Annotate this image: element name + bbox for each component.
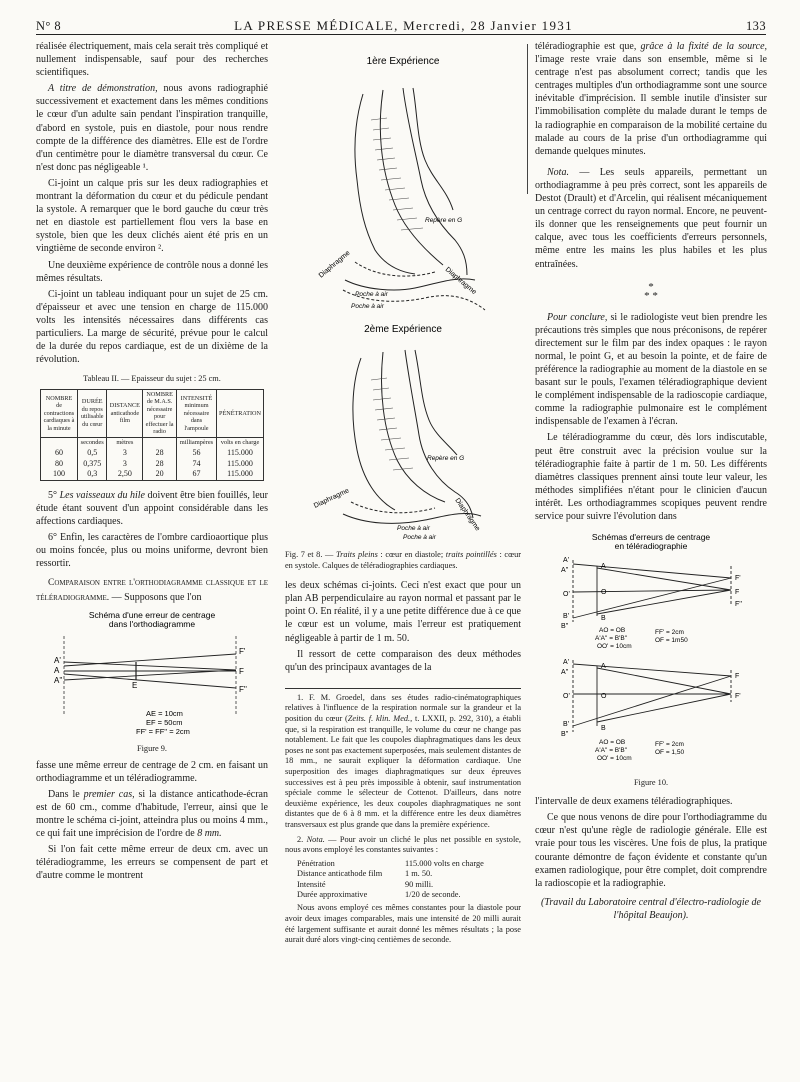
figure-10-title-line2: en téléradiographie — [614, 541, 688, 552]
label-f-prime-b: F' — [735, 693, 741, 701]
column-2 — [285, 40, 521, 949]
legend-a4: FF' = 2cm — [655, 629, 684, 637]
table-row: 80 0,375 3 28 74 115.000 — [41, 459, 264, 470]
legend-line3: FF' = FF'' = 2cm — [136, 726, 190, 736]
table-header-row: NOMBRE de contractions cardiaques à la minute DURÉE du repos utilisable du cœur DISTANCE anticathode film NOMBRE de M.A.S. nécessaire pour effectuer la radio INTENSITÉ minimum nécessaire dans l'ampoule PÉNÉTRATION — [41, 389, 264, 437]
label-a-prime-b: A' — [563, 659, 570, 667]
label-b-b: B — [601, 725, 606, 733]
paragraph: les deux schémas ci-joints. Ceci n'est exact que pour un plan AB perpendiculaire au rayon normal et passant par le point O. En réalité, il y a une petite différence due à ce que le cœur est un volume, mais l'erreur est pratiquement négligeable à partir de 1 m. 50. — [285, 580, 521, 644]
constant-row: Pénétration 115.000 volts en charge — [297, 858, 484, 868]
legend-line1: AE = 10cm — [146, 708, 183, 718]
label-diaphragme-2b: Diaphragme — [453, 497, 481, 533]
constant-row: Distance anticathode film 1 m. 50. — [297, 869, 433, 879]
table-units-row: secondes mètres milliampères volts en charge — [41, 437, 264, 448]
legend-b4: FF' = 2cm — [655, 741, 684, 749]
figure-9-title-line2: dans l'orthodiagramme — [108, 618, 196, 629]
label-a-prime: A' — [563, 557, 570, 565]
label-poche-1: Poche à air — [355, 291, 388, 298]
issue-number: N° 8 — [36, 19, 62, 33]
paragraph: Ci-joint un calque pris sur les deux radiographies et montrant la déformation du cœur et du pédicule pendant la systole. A remarquer que le bord gauche du cœur très net en diastole est partiellement flou vers la base en systole, bien que les deux clichés aient été pris en un vingtième de seconde environ ². — [36, 177, 268, 255]
label-poche-1b: Poche à air — [351, 303, 384, 310]
footnote-2-cont: Nous avons employé ces mêmes constantes pour la diastole pour avoir deux images comparables, mais une intensité de 20 milli aurait été largement suffisante et aurait donné les mêmes résultats ; la pose aurait duré alors vingt-cinq centièmes de seconde. — [285, 903, 521, 945]
label-repere-1: Repère en G — [425, 217, 463, 224]
label-f-second: F'' — [735, 601, 742, 609]
figures-7-8 — [285, 40, 521, 540]
label-e: E — [132, 680, 138, 690]
label-diaphragme-1: Diaphragme — [317, 249, 352, 280]
label-a-prime: A' — [54, 655, 61, 665]
label-b-second: B'' — [561, 623, 569, 631]
paragraph: l'intervalle de deux examens téléradiographiques. — [535, 796, 733, 808]
page-header — [36, 14, 766, 35]
figure-10-caption: Figure 10. — [633, 778, 669, 788]
label-a-second: A'' — [561, 567, 569, 575]
table-title: Tableau II. — Epaisseur du sujet : 25 cm. — [83, 374, 221, 384]
paragraph: 6° Enfin, les caractères de l'ombre cardioaortique plus ou moins foncée, plus ou moins uniforme, devront bien ressortir. — [36, 532, 268, 570]
label-poche-2b: Poche à air — [403, 534, 436, 540]
label-a: A — [601, 563, 606, 571]
label-repere-2: Repère en G — [427, 455, 465, 462]
label-diaphragme-1b: Diaphragme — [443, 266, 478, 297]
figure-9 — [36, 608, 268, 742]
paragraph: téléradiographie est que, grâce à la fixité de la source, l'image reste vraie dans son ensemble, même si le centrage n'est pas absolument correct; tandis que les centrages multiples d'un orthodiagramme sont une source inévitable d'imprécision. Il semble inutile d'insister sur l'immobilisation complète du malade durant le temps de la radiographie en comparaison de la mobilité certaine du malade au cours de la prise d'un orthodiagramme qui demande quelques minutes. — [535, 41, 768, 157]
paragraph: réalisée électriquement, mais cela serait très compliqué et nullement indispensable, sauf pour des recherches scientifiques. — [36, 41, 268, 79]
paragraph: Nota. — Les seuls appareils, permettant un orthodiagramme à peu près correct, sont les appareils de Destot (Drault) et d'Arcelin, qui réalisent mécaniquement un centrage correct du rayon normal. Encore, ne peuvent-ils donner que les renseignements que peut fournir un calque, avec tous les coefficients d'erreurs personnels, même entre les mains les plus habiles et les plus entraînées. — [535, 166, 767, 270]
footnote-2-constants — [297, 859, 521, 901]
paragraph: fasse une même erreur de centrage de 2 cm. en faisant un orthodiagramme et un téléradiogramme. — [36, 759, 268, 784]
data-table — [40, 389, 264, 481]
paragraph: 5° Les vaisseaux du hile doivent être bien fouillés, leur étude étant souvent d'un appoint considérable dans les affections cardiaques. — [36, 489, 269, 528]
label-poche-2: Poche à air — [397, 525, 430, 532]
legend-line2: EF = 50cm — [146, 717, 183, 727]
paragraph: Une deuxième expérience de contrôle nous a donné les mêmes résultats. — [36, 259, 268, 284]
experience-2-title: 2ème Expérience — [364, 324, 442, 335]
label-o-b: O — [601, 693, 607, 701]
label-b-prime: B' — [563, 613, 570, 621]
constant-row: Intensité 90 milli. — [297, 879, 434, 889]
label-a-second: A'' — [54, 675, 63, 685]
label-b-second-b: B'' — [561, 731, 569, 739]
table-row: 60 0,5 3 28 56 115.000 — [41, 448, 264, 459]
label-a-second-b: A'' — [561, 669, 569, 677]
paragraph: Si l'on fait cette même erreur de deux cm. avec un téléradiogramme, les erreurs se compensent de part et d'autre comme le montrent — [36, 844, 268, 882]
legend-b2: A'A'' = B'B'' — [595, 747, 628, 755]
paragraph: A titre de démonstration, nous avons radiographié successivement et exactement dans les mêmes conditions le cœur d'un adulte sain pendant l'inspiration tranquille, d'abord en systole, puis en diastole, pour nous rendre compte de la différence des diamètres. Elle est de l'ordre d'un centimètre pour le diamètre transversal du cœur. Ce n'est donc pas négligeable ¹. — [36, 83, 268, 173]
paragraph: Le téléradiogramme du cœur, dès lors indiscutable, peut être construit avec la précision voulue sur la téléradiographie faite à partir de 1 m. 50. Les différents diamètres classiques prennent ainsi toute leur valeur, les méthodes simplifiées n'étant pour le clinicien d'aucun intérêt. Les orthodiagrammes scopiques peuvent rendre service pour suivre l'évolution dans — [535, 432, 767, 522]
figure-9-caption: Figure 9. — [137, 743, 167, 753]
legend-b1: AO = OB — [599, 739, 626, 747]
label-b: B — [601, 615, 606, 623]
legend-b5: OF = 1,50 — [655, 749, 685, 757]
legend-a3: OO' = 10cm — [597, 643, 632, 651]
paragraph: Dans le premier cas, si la distance anticathode-écran est de 60 cm., comme d'habitude, l'erreur, ainsi que le montre le schéma ci-joint, atteindra plus ou moins 4 mm., ce qui fait une imprécision de l'ordre de 8 mm. — [36, 788, 268, 840]
label-f-prime: F' — [735, 575, 741, 583]
constant-row: Durée approximative 1/20 de seconde. — [297, 889, 461, 899]
paragraph: Pour conclure, si le radiologiste veut bien prendre les précautions très simples que nous préconisons, de repérer directement sur le film par des index opaques : le rayon normal, le point G, et au besoin la pointe, et de faire de préférence la radiographie au moment de la diastole en se basant sur le pouls, l'examen téléradiographique devient le complément indispensable de la radioscopie cardiaque, comme la radiographie pulmonaire est le complément indispensable de l'examen à l'écran. — [535, 311, 767, 428]
page-number: 133 — [746, 19, 766, 33]
label-f-b: F — [735, 673, 740, 681]
legend-a5: OF = 1m50 — [655, 637, 688, 645]
label-f: F — [239, 666, 244, 676]
figure-10-title-line1: Schémas d'erreurs de centrage — [591, 532, 711, 543]
footnote-rule — [285, 688, 521, 689]
journal-title: LA PRESSE MÉDICALE, Mercredi, 28 Janvier 1931 — [234, 18, 573, 33]
label-o: O — [601, 589, 607, 597]
figure-10 — [535, 526, 767, 776]
signature: (Travail du Laboratoire central d'électro-radiologie de l'hôpital Beaujon). — [541, 896, 761, 921]
table-row: 100 0,3 2,50 20 67 115.000 — [41, 469, 264, 480]
column-divider — [527, 44, 528, 194]
footnote-1: 1. F. M. Groedel, dans ses études radio-cinématographiques relatives à l'influence de la respiration normale sur la grandeur et la position du cœur (Zeits. f. klin. Med., t. LXXII, p. 292, 310), a établi que, si la respiration est tranquille, le volume du cœur ne change pas notablement. Le fait que les coupoles diaphragmatiques dans les deux poses ne sont pas exactement superposées, mais seulement distantes de 18 mm., ne saurait expliquer la déformation cardiaque. Une superposition des images diaphragmatiques sur deux épreuves successives est à peu près impossible à obtenir, sauf instrumentation spéciale comme le sélecteur de Cottenot. D'ailleurs, dans notre deuxième expérience, les deux coupoles diaphragmatiques ne sont distantes que de 6 à 8 mm. et la différence entre les deux diamètres transversaux est plus grande que dans la première expérience. — [285, 692, 522, 829]
legend-a2: A'A'' = B'B'' — [595, 635, 628, 643]
label-o-prime: O' — [563, 591, 570, 599]
column-3 — [535, 40, 767, 925]
label-a-b: A — [601, 663, 606, 671]
figure-9-title-line1: Schéma d'une erreur de centrage — [88, 609, 216, 620]
column-1 — [36, 40, 268, 886]
label-a: A — [54, 665, 60, 675]
paragraph: Comparaison entre l'orthodiagramme classique et le téléradiogramme. — Supposons que l'on — [36, 578, 268, 603]
figures-7-8-caption: Fig. 7 et 8. — Traits pleins : cœur en diastole; traits pointillés : cœur en systole. Calques de téléradiographies cardiaques. — [285, 550, 521, 570]
label-b-prime-b: B' — [563, 721, 570, 729]
experience-1-title: 1ère Expérience — [366, 56, 440, 67]
legend-b3: OO' = 10cm — [597, 755, 632, 763]
label-o-prime-b: O' — [563, 693, 570, 701]
footnote-2: 2. Nota. — Pour avoir un cliché le plus net possible en systole, nous avons employé les constantes suivantes : — [285, 834, 522, 855]
paragraph: Ci-joint un tableau indiquant pour un sujet de 25 cm. d'épaisseur et avec une tension en charge de 115.000 volts les intensités nécessaires dans différents cas particuliers. La marge de sécurité, prévue pour le calcul de la durée du repos cardiaque, est de un dixième de la révolution. — [36, 288, 268, 366]
label-f-second: F'' — [239, 684, 247, 694]
section-break-stars: * * * — [644, 280, 658, 302]
paragraph: Ce que nous venons de dire pour l'orthodiagramme du cœur n'est qu'une règle de radiologie générale. Elle est vraie pour tous les viscères. Une fois de plus, la pratique courante démontre de façon évidente et constante qu'un examen radiologique, pour être complet, doit comprendre la radioscopie et la radiographie. — [535, 812, 767, 889]
label-diaphragme-2: Diaphragme — [312, 487, 351, 510]
label-f: F — [735, 589, 740, 597]
paragraph: Il ressort de cette comparaison des deux méthodes qu'un des principaux avantages de la — [285, 648, 521, 673]
label-f-prime: F' — [239, 646, 246, 656]
legend-a1: AO = OB — [599, 627, 626, 635]
